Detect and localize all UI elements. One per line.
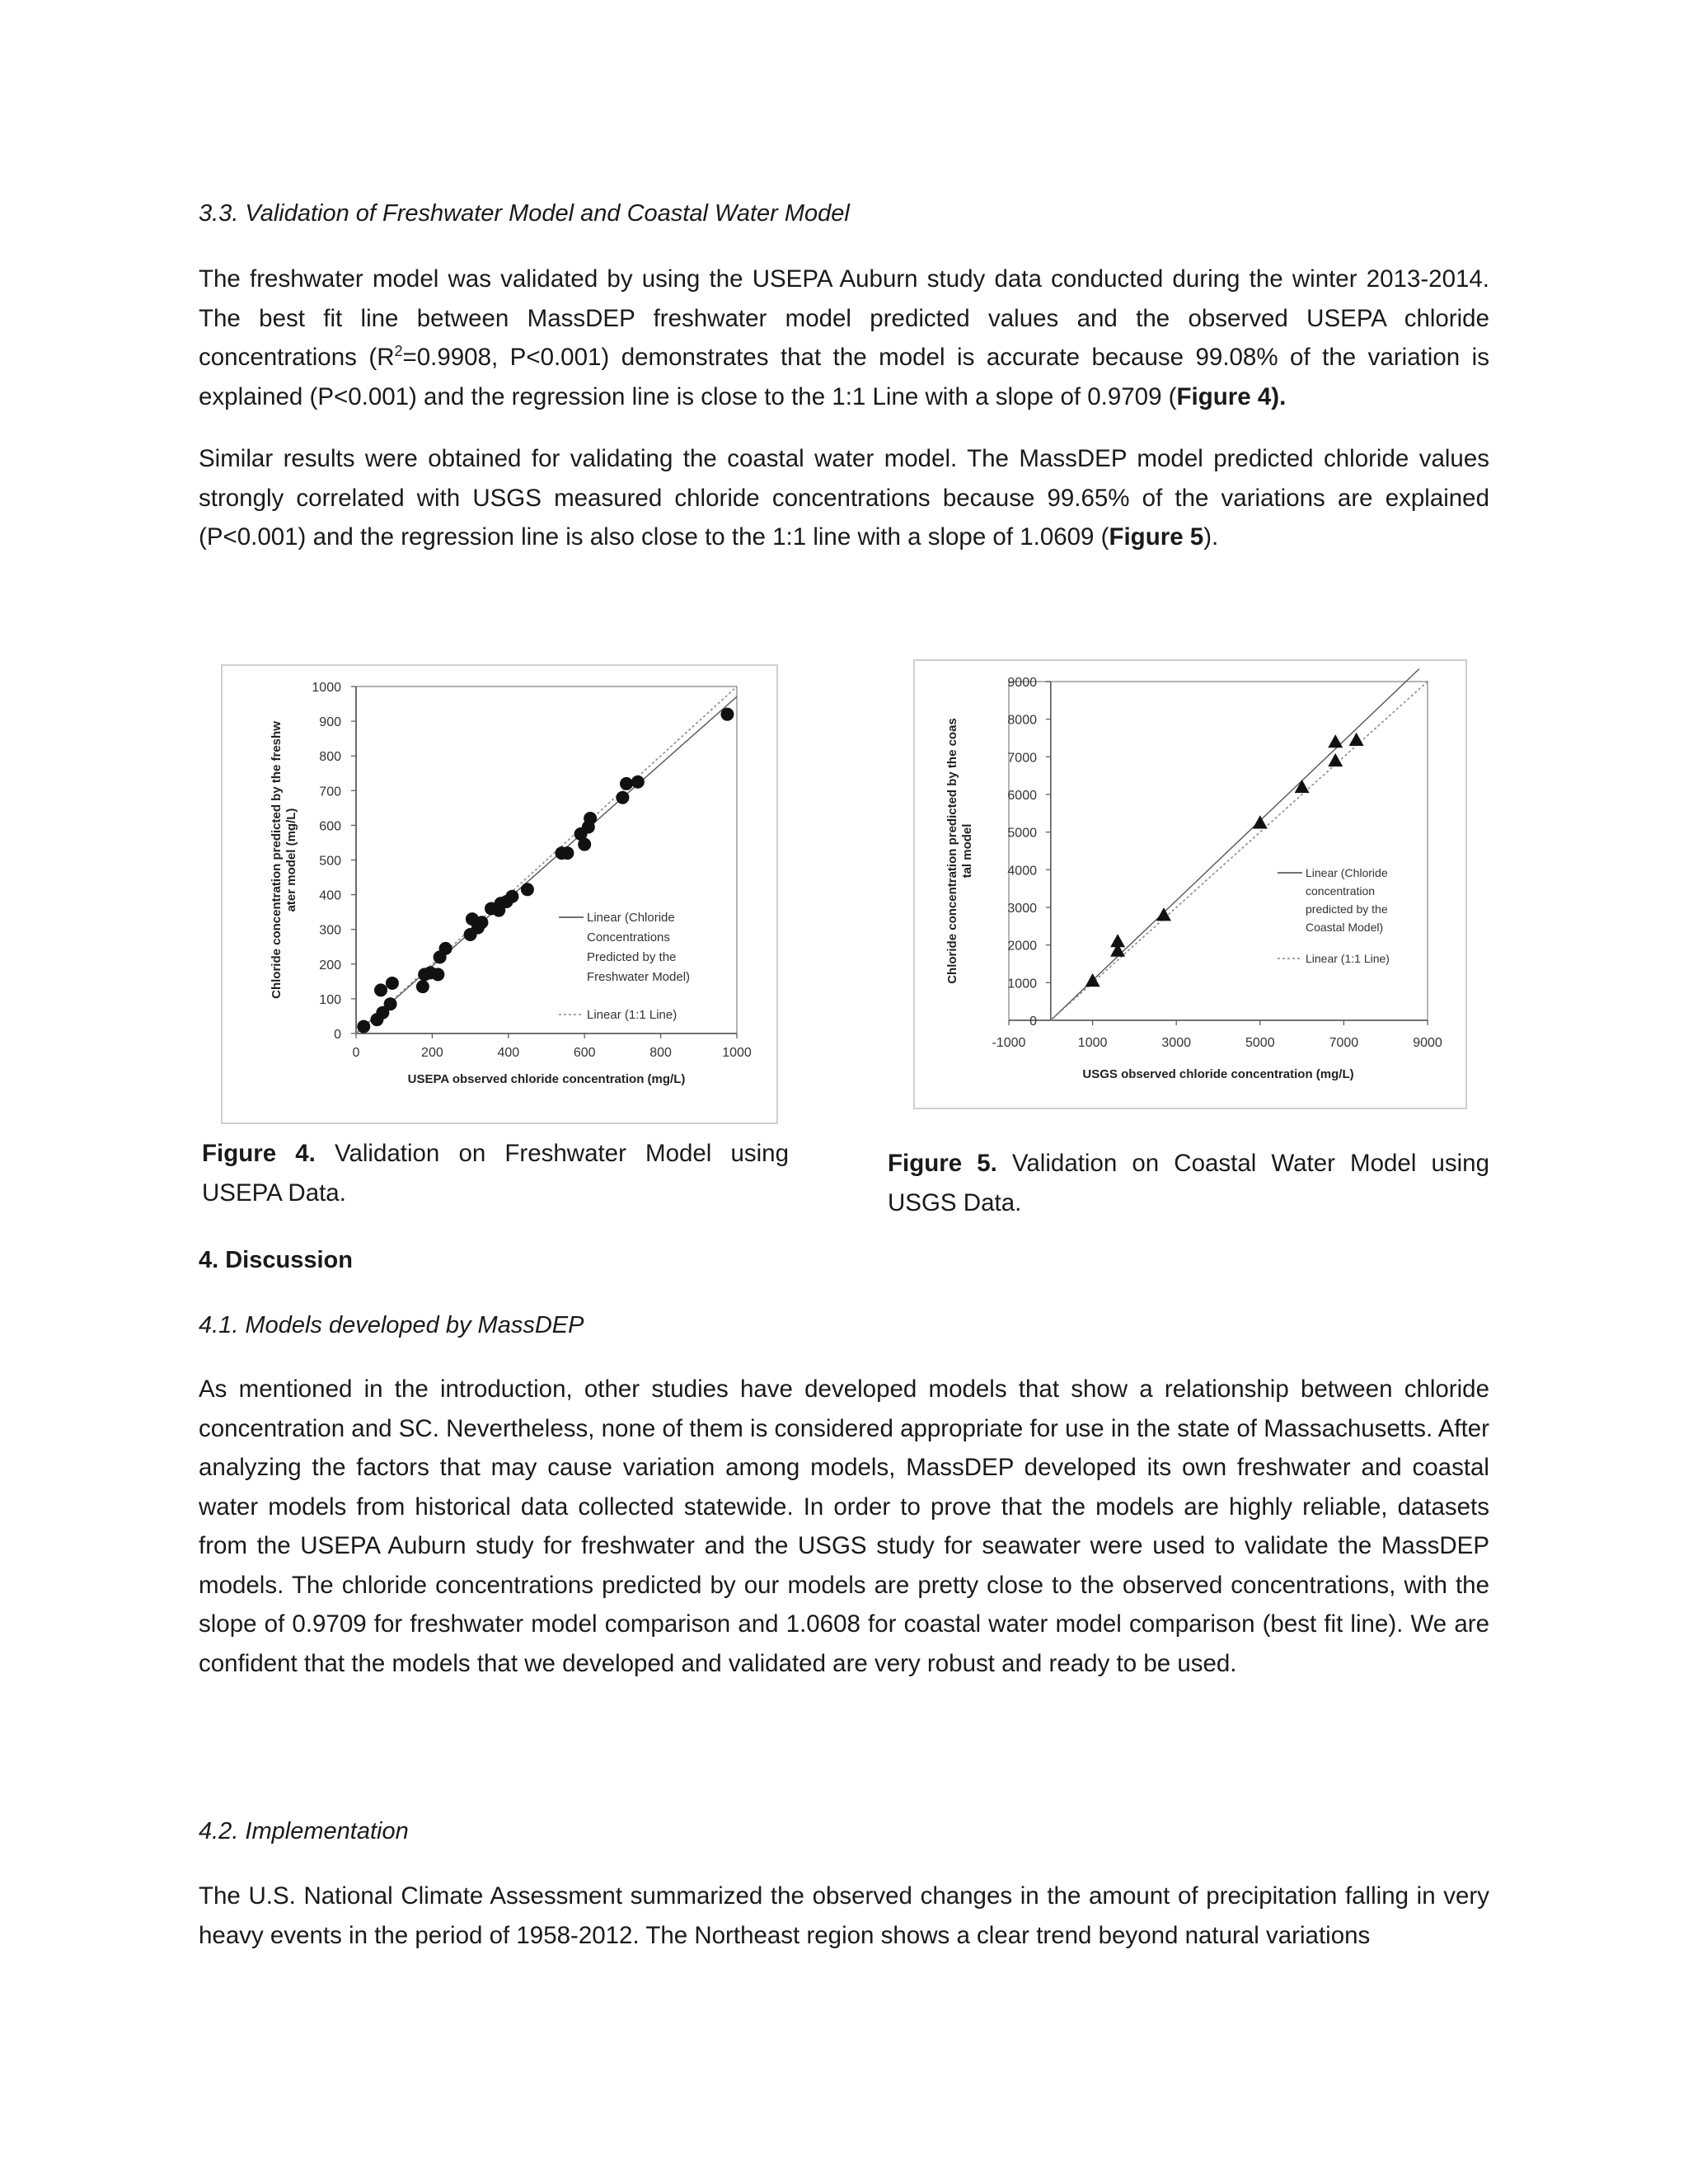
fig5-x-axis-title: USGS observed chloride concentration (mg/L) bbox=[1082, 1067, 1354, 1081]
section-3-3-paragraph-1 bbox=[199, 260, 1489, 416]
para2-text-a: Similar results were obtained for validating the coastal water model. The MassDEP model predicted chloride values strongly correlated with USGS measured chloride concentrations because 99.65% of the variations are explained (P<0.001) and the regression line is also close to the 1:1 line with a slope of 1.0609 ( bbox=[199, 445, 1489, 551]
fig5-y-tick-label: 5000 bbox=[1007, 826, 1037, 841]
fig4-data-point bbox=[620, 777, 633, 790]
fig5-legend-text: Linear (Chloride bbox=[1306, 866, 1388, 879]
fig4-y-axis-title-line1: Chloride concentration predicted by the freshw bbox=[270, 721, 284, 999]
section-3-3-heading: 3.3. Validation of Freshwater Model and Coastal Water Model bbox=[199, 200, 850, 227]
fig5-x-tick-label: 9000 bbox=[1413, 1036, 1442, 1050]
figure-5-caption-text: Validation on Coastal Water Model using USGS Data. bbox=[888, 1150, 1489, 1216]
figure-4-caption bbox=[202, 1134, 789, 1213]
fig4-y-tick-label: 300 bbox=[319, 923, 341, 938]
fig4-y-tick-label: 0 bbox=[334, 1028, 341, 1042]
fig4-data-point bbox=[431, 968, 444, 981]
fig5-x-tick-label: 3000 bbox=[1161, 1036, 1191, 1050]
fig5-y-tick-label: 0 bbox=[1029, 1015, 1037, 1029]
fig5-y-axis-title-line1: Chloride concentration predicted by the coas bbox=[945, 718, 959, 984]
para1-text-a: The freshwater model was validated by using the USEPA Auburn study data conducted during the winter 2013-2014. The best fit line between MassDEP freshwater model predicted values and the observed USEPA chloride concentrations (R bbox=[199, 265, 1489, 371]
fig4-x-tick-label: 1000 bbox=[722, 1046, 752, 1060]
fig5-legend-text: concentration bbox=[1306, 884, 1376, 898]
fig4-legend-text: Concentrations bbox=[587, 930, 670, 944]
fig4-data-point bbox=[521, 883, 534, 896]
fig4-y-tick-label: 400 bbox=[319, 888, 341, 903]
fig4-x-tick-label: 800 bbox=[649, 1046, 672, 1060]
fig4-y-tick-label: 900 bbox=[319, 715, 341, 730]
section-4-1-paragraph: As mentioned in the introduction, other studies have developed models that show a relationship between chloride concentration and SC. Nevertheless, none of them is considered appropriate for use in the state of Massachusetts. After analyzing the factors that may cause variation among models, MassDEP developed its own freshwater and coastal water models from historical data collected statewide. In order to prove that the models are highly reliable, datasets from the USEPA Auburn study for freshwater and the USGS study for seawater were used to validate the MassDEP models. The chloride concentrations predicted by our models are pretty close to the observed concentrations, with the slope of 0.9709 for freshwater model comparison and 1.0608 for coastal water model comparison (best fit line). We are confident that the models that we developed and validated are very robust and ready to be used. bbox=[199, 1376, 1490, 1677]
fig4-legend-text: Predicted by the bbox=[587, 950, 677, 964]
section-4-2-paragraph: The U.S. National Climate Assessment summarized the observed changes in the amount of precipitation falling in very heavy events in the period of 1958-2012. The Northeast region shows a clear trend beyond natural variations bbox=[199, 1882, 1489, 1949]
fig5-legend-text: predicted by the bbox=[1306, 902, 1388, 916]
section-4-2-heading: 4.2. Implementation bbox=[199, 1818, 409, 1844]
fig4-x-tick-label: 0 bbox=[352, 1046, 360, 1060]
fig4-legend-text: Linear (1:1 Line) bbox=[587, 1008, 678, 1022]
fig4-x-tick-label: 200 bbox=[421, 1046, 443, 1060]
fig4-data-point bbox=[616, 791, 629, 804]
fig4-legend-text: Linear (Chloride bbox=[587, 911, 675, 925]
fig4-data-point bbox=[584, 812, 597, 825]
section-4-1-heading: 4.1. Models developed by MassDEP bbox=[199, 1312, 584, 1338]
fig4-data-point bbox=[475, 916, 488, 929]
fig5-y-tick-label: 8000 bbox=[1007, 713, 1037, 728]
fig4-y-tick-label: 200 bbox=[319, 958, 341, 972]
figure-5-caption bbox=[888, 1144, 1489, 1223]
figure-5-label: Figure 5. bbox=[888, 1150, 997, 1177]
fig4-x-axis-title: USEPA observed chloride concentration (mg/L) bbox=[407, 1072, 686, 1086]
fig5-y-tick-label: 7000 bbox=[1007, 751, 1037, 766]
fig4-y-tick-label: 500 bbox=[319, 854, 341, 869]
fig5-y-tick-label: 9000 bbox=[1007, 676, 1037, 690]
fig4-y-tick-label: 600 bbox=[319, 819, 341, 834]
fig4-data-point bbox=[416, 980, 429, 993]
fig5-x-tick-label: -1000 bbox=[992, 1036, 1026, 1050]
para2-text-end: ). bbox=[1203, 523, 1219, 551]
section-4-heading: 4. Discussion bbox=[199, 1247, 353, 1273]
fig5-x-tick-label: 7000 bbox=[1329, 1036, 1359, 1050]
fig4-data-point bbox=[578, 838, 591, 851]
fig4-y-tick-label: 700 bbox=[319, 785, 341, 799]
fig4-x-tick-label: 400 bbox=[497, 1046, 520, 1060]
para1-text-b: =0.9908, P<0.001) demonstrates that the model is accurate because 99.08% of the variation is explained (P<0.001) and the regression line is close to the 1:1 Line with a slope of 0.9709 ( bbox=[199, 344, 1489, 410]
fig5-legend-text: Linear (1:1 Line) bbox=[1306, 952, 1390, 965]
fig5-y-tick-label: 6000 bbox=[1007, 789, 1037, 803]
fig5-y-tick-label: 1000 bbox=[1007, 977, 1037, 991]
fig4-data-point bbox=[720, 708, 734, 721]
fig4-data-point bbox=[560, 846, 574, 860]
figure-4-chart bbox=[221, 664, 778, 1124]
fig4-y-tick-label: 1000 bbox=[312, 681, 341, 695]
fig4-y-tick-label: 100 bbox=[319, 992, 341, 1007]
para2-figure-ref: Figure 5 bbox=[1109, 523, 1204, 551]
fig4-data-point bbox=[374, 983, 387, 996]
fig4-data-point bbox=[357, 1020, 370, 1033]
fig5-y-tick-label: 3000 bbox=[1007, 902, 1037, 916]
fig4-data-point bbox=[384, 997, 397, 1010]
fig5-legend-text: Coastal Model) bbox=[1306, 921, 1384, 934]
fig4-x-tick-label: 600 bbox=[573, 1046, 596, 1060]
para1-superscript: 2 bbox=[394, 343, 403, 360]
fig4-data-point bbox=[505, 890, 518, 903]
figure-5-chart bbox=[913, 659, 1467, 1109]
fig4-data-point bbox=[386, 977, 399, 990]
para1-figure-ref: Figure 4). bbox=[1176, 382, 1287, 410]
fig4-y-axis-title-line2: ater model (mg/L) bbox=[284, 808, 298, 912]
fig5-y-tick-label: 4000 bbox=[1007, 864, 1037, 879]
figure-4-label: Figure 4. bbox=[202, 1140, 316, 1167]
fig4-data-point bbox=[439, 942, 452, 955]
fig4-legend-text: Freshwater Model) bbox=[587, 970, 691, 984]
fig5-x-tick-label: 1000 bbox=[1077, 1036, 1108, 1050]
fig5-x-tick-label: 5000 bbox=[1245, 1036, 1275, 1050]
fig5-y-axis-title-line2: tal model bbox=[960, 823, 974, 879]
figure-4-caption-text: Validation on Freshwater Model using USEPA Data. bbox=[202, 1140, 789, 1207]
fig4-data-point bbox=[631, 776, 645, 789]
section-3-3-paragraph-2 bbox=[199, 439, 1489, 557]
fig4-y-tick-label: 800 bbox=[319, 750, 341, 765]
fig5-y-tick-label: 2000 bbox=[1007, 939, 1037, 954]
